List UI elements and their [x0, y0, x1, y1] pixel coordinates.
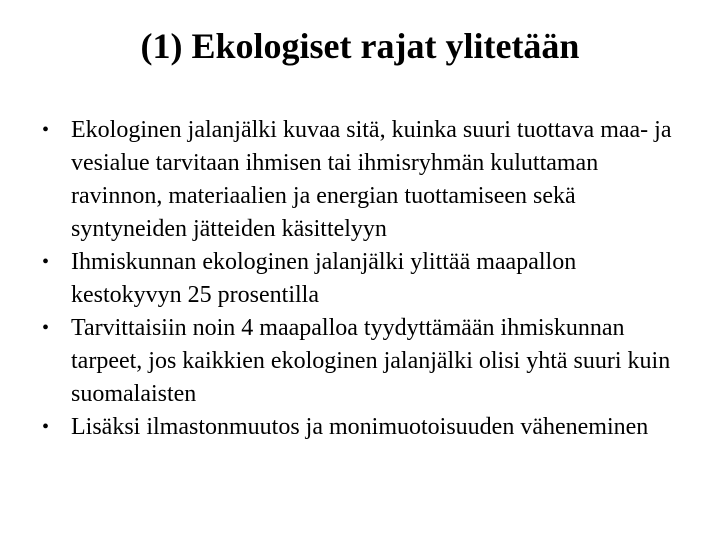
- bullet-text: Tarvittaisiin noin 4 maapalloa tyydyttämään ihmiskunnan tarpeet, jos kaikkien ekologinen jalanjälki olisi yhtä suuri kuin suomalaisten: [71, 315, 671, 407]
- bullet-icon: •: [42, 317, 50, 339]
- bullet-item: [42, 246, 682, 312]
- bullet-item: [42, 114, 682, 246]
- bullet-text: Ihmiskunnan ekologinen jalanjälki ylittää maapallon kestokyvyn 25 prosentilla: [71, 249, 577, 308]
- bullet-icon: •: [42, 251, 50, 273]
- bullet-text: Lisäksi ilmastonmuutos ja monimuotoisuuden väheneminen: [71, 414, 649, 440]
- bullet-icon: •: [42, 119, 50, 141]
- bullet-item: [42, 411, 682, 444]
- bullet-text: Ekologinen jalanjälki kuvaa sitä, kuinka suuri tuottava maa- ja vesialue tarvitaan ihmisen tai ihmisryhmän kuluttaman ravinnon, materiaalien ja energian tuottamiseen sekä syntyneiden jätteiden käsittelyyn: [71, 117, 672, 242]
- slide-title: (1) Ekologiset rajat ylitetään: [140, 26, 580, 66]
- bullet-list: [42, 114, 682, 444]
- bullet-icon: •: [42, 416, 50, 438]
- bullet-item: [42, 312, 682, 411]
